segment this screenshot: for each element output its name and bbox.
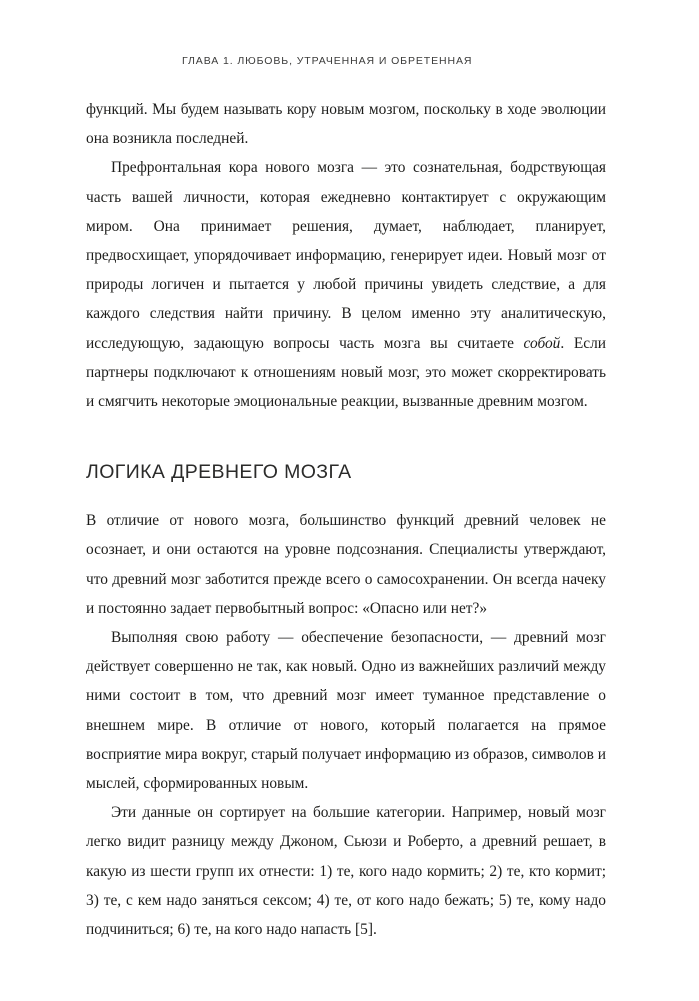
- paragraph-prefrontal-cortex-tail: .: [560, 334, 565, 352]
- paragraph-ancient-brain-intro: В отличие от нового мозга, большинство функций древний человек не осознает, и они остаются на уровне подсознания. Специалисты утверждают, что древний мозг заботится прежде всего о самосохранении. Он всегда начеку и постоянно задает первобытный вопрос: «Опасно или нет?»: [86, 512, 606, 617]
- paragraph-ancient-brain-categories: Эти данные он сортирует на большие категории. Например, новый мозг легко видит разницу между Джоном, Сьюзи и Роберто, а древний решает, в какую из шести групп их отнести: 1) те, кого надо кормить; 2) те, кто кормит; 3) те, с кем надо заняться сексом; 4) те, от кого надо бежать; 5) те, кому надо подчиниться; 6) те, на кого надо напасть [5].: [86, 804, 606, 939]
- section-heading-ancient-brain-logic: ЛОГИКА ДРЕВНЕГО МОЗГА: [86, 461, 352, 484]
- paragraph-ancient-brain-work: Выполняя свою работу — обеспечение безопасности, — древний мозг действует совершенно не так, как новый. Одно из важнейших различий между ними состоит в том, что древний мозг имеет туманное представление о внешнем мире. В отличие от нового, который полагается на прямое восприятие мира вокруг, старый получает информацию из образов, символов и мыслей, сформированных новым.: [86, 629, 606, 793]
- page-content: [86, 95, 606, 944]
- paragraph-prefrontal-cortex-text: Префронтальная кора нового мозга — это сознательная, бодрствующая часть вашей личности, которая ежедневно контактирует с окружающим миром. Она принимает решения, думает, наблюдает, планирует, предвосхищает, упорядочивает информацию, генерирует идеи. Новый мозг от природы логичен и пытается у любой причины увидеть следствие, а для каждого следствия найти причину. В целом именно эту аналитическую, исследующую, задающую вопросы часть мозга вы считаете: [86, 159, 606, 352]
- paragraph-prefrontal-cortex: [86, 153, 606, 416]
- emphasis-soboy: собой: [523, 334, 561, 352]
- running-head: ГЛАВА 1. ЛЮБОВЬ, УТРАЧЕННАЯ И ОБРЕТЕННАЯ: [182, 55, 473, 67]
- paragraph-partners-text: Если партнеры подключают к отношениям новый мозг, это может скорректировать и смягчить некоторые эмоциональные реакции, вызванные древним мозгом.: [86, 334, 606, 411]
- paragraph-continuation: функций. Мы будем называть кору новым мозгом, поскольку в ходе эволюции она возникла последней.: [86, 101, 606, 148]
